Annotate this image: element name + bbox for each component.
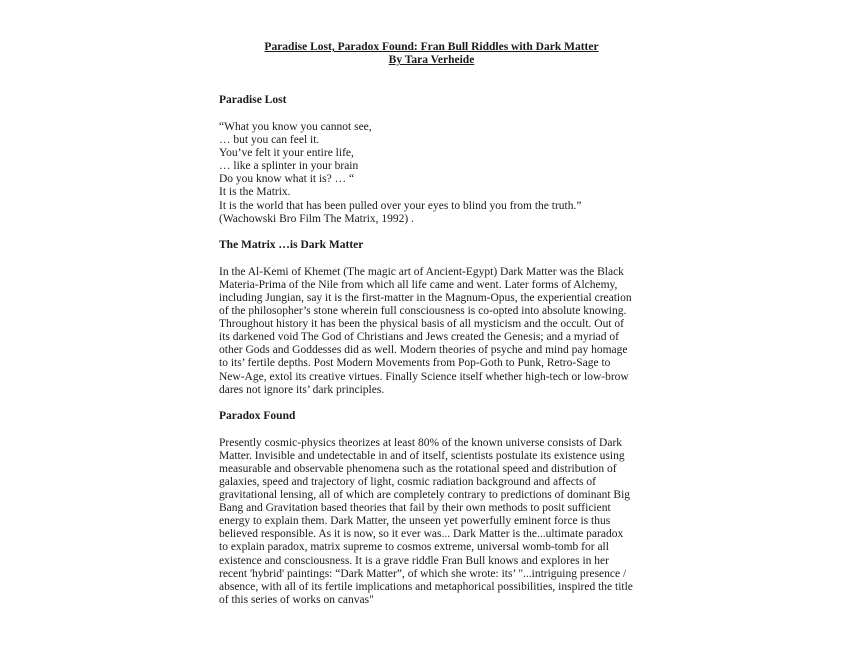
section-paradox-found	[219, 410, 639, 607]
quote-line: It is the world that has been pulled over your eyes to blind you from the truth.”	[219, 199, 582, 212]
section-heading: Paradox Found	[219, 409, 296, 422]
paragraph-line: of the philosopher’s stone wherein full consciousness is co-opted into absolute knowing.	[219, 305, 627, 318]
quote-line: … but you can feel it.	[219, 134, 320, 147]
section-heading: The Matrix …is Dark Matter	[219, 238, 364, 251]
quote-citation: (Wachowski Bro Film The Matrix, 1992) .	[219, 212, 414, 225]
document-header	[0, 41, 860, 67]
quote-line: You’ve felt it your entire life,	[219, 147, 354, 160]
paragraph-line: existence and consciousness. It is a grave riddle Fran Bull knows and explores in her	[219, 554, 609, 567]
paragraph	[219, 437, 639, 607]
paragraph-line: to explain paradox, matrix supreme to cosmos extreme, universal womb-tomb for all	[219, 541, 609, 554]
document-body	[219, 94, 639, 607]
paragraph-line: galaxies, speed and trajectory of light, cosmic radiation background and affects of	[219, 475, 596, 488]
paragraph-line: measurable and observable phenomena such as the rotational speed and distribution of	[219, 462, 617, 475]
section-matrix-dark-matter	[219, 239, 639, 397]
paragraph-line: energy to explain them. Dark Matter, the unseen yet powerfully eminent force is thus	[219, 515, 611, 528]
document-byline: By Tara Verheide	[388, 54, 475, 66]
paragraph-line: other Gods and Goddesses did as well. Modern theories of psyche and mind pay homage	[219, 344, 628, 357]
quote-line: Do you know what it is? … “	[219, 173, 355, 186]
paragraph-line: dares not ignore its’ dark principles.	[219, 383, 385, 396]
paragraph-line: Matter. Invisible and undetectable in and of itself, scientists postulate its existence using	[219, 449, 625, 462]
paragraph-line: Bang and Gravitation based theories that fail by their own methods to posit sufficient	[219, 502, 611, 515]
section-heading: Paradise Lost	[219, 94, 287, 106]
section-paradise-lost	[219, 94, 639, 226]
paragraph-line: recent 'hybrid' paintings: “Dark Matter”, of which she wrote: its’ "...intriguing presence /	[219, 567, 627, 580]
paragraph-line: its darkened void The God of Christians and Jews created the Genesis; and a myriad of	[219, 331, 619, 344]
paragraph-line: Presently cosmic-physics theorizes at least 80% of the known universe consists of Dark	[219, 436, 623, 449]
document-title: Paradise Lost, Paradox Found: Fran Bull Riddles with Dark Matter	[264, 41, 599, 53]
paragraph-line: In the Al-Kemi of Khemet (The magic art of Ancient-Egypt) Dark Matter was the Black	[219, 265, 624, 278]
paragraph-line: Throughout history it has been the physical basis of all mysticism and the occult. Out of	[219, 318, 624, 331]
paragraph-line: gravitational lensing, all of which are completely contrary to predictions of dominant Big	[219, 489, 631, 502]
quote-line: It is the Matrix.	[219, 186, 291, 199]
paragraph	[219, 266, 639, 397]
paragraph-line: of this series of works on canvas"	[219, 593, 374, 606]
quote-block	[219, 121, 639, 226]
paragraph-line: including Jungian, say it is the first-matter in the Magnum-Opus, the experiential creation	[219, 291, 632, 304]
paragraph-line: absence, with all of its fertile implications and metaphorical possibilities, inspired the title	[219, 580, 633, 593]
quote-line: “What you know you cannot see,	[219, 121, 372, 133]
paragraph-line: believed responsible. As it is now, so it ever was... Dark Matter is the...ultimate paradox	[219, 528, 624, 541]
paragraph-line: to its’ fertile depths. Post Modern Movements from Pop-Goth to Punk, Retro-Sage to	[219, 357, 611, 370]
quote-line: … like a splinter in your brain	[219, 160, 359, 173]
paragraph-line: Materia-Prima of the Nile from which all life came and went. Later forms of Alchemy,	[219, 278, 618, 291]
paragraph-line: New-Age, extol its creative virtues. Finally Science itself whether high-tech or low-brow	[219, 370, 629, 383]
